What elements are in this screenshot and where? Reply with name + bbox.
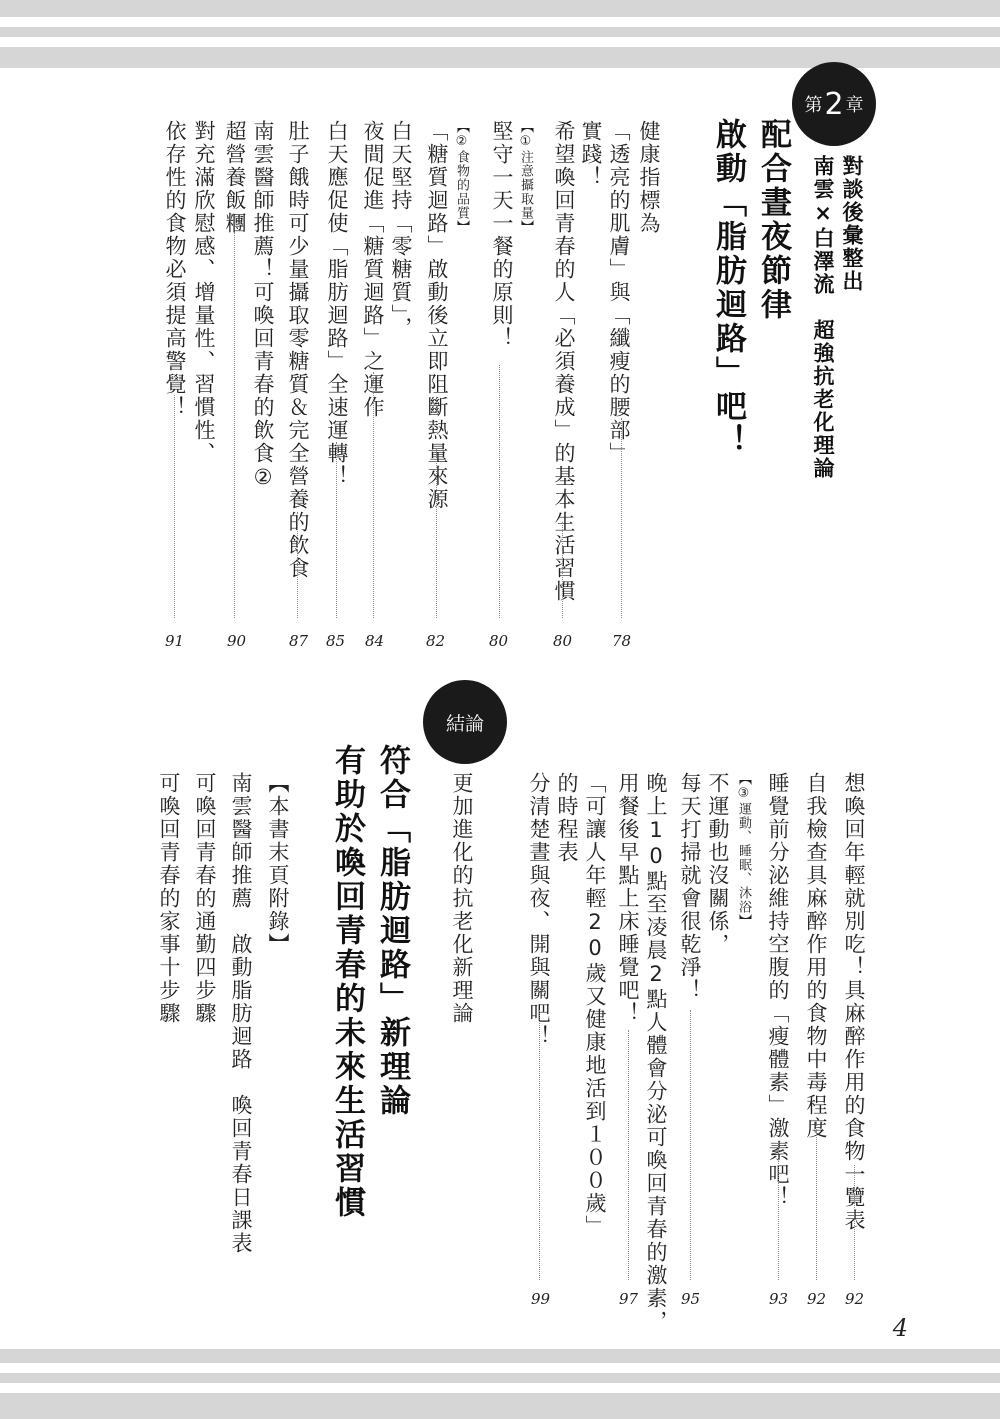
dotted-leader [816, 1122, 817, 1280]
dotted-leader [174, 395, 175, 618]
category-tag: 【①注意攝取量】 [518, 120, 533, 234]
toc-entry-line: 肚子餓時可少量攝取零糖質＆完全營養的飲食 [286, 120, 310, 580]
toc-entry-line: 「可讓人年輕20歲又健康地活到１００歲」 [583, 772, 607, 1238]
dotted-leader [436, 448, 437, 618]
toc-entry-line: 堅守一天一餐的原則！ [490, 120, 514, 350]
toc-entry-line: 夜間促進「糖質迴路」之運作 [361, 120, 385, 419]
dotted-leader [234, 232, 235, 618]
chapter-badge [792, 62, 876, 146]
toc-entry-line: 的時程表 [555, 772, 579, 864]
page-number: 92 [807, 1290, 827, 1308]
page-number: 84 [365, 632, 385, 650]
page-number: 90 [227, 632, 247, 650]
toc-entry-line: 睡覺前分泌維持空腹的「瘦體素」激素吧！ [766, 772, 790, 1209]
chapter-badge-prefix: 第 [804, 95, 823, 116]
page-folio: 4 [892, 1314, 908, 1342]
chapter-title-line: 配合晝夜節律 [755, 118, 791, 322]
page-number: 97 [619, 1290, 639, 1308]
toc-entry-line: 「透亮的肌膚」與「纖瘦的腰部」 [607, 120, 631, 465]
toc-entry-line: 依存性的食物必須提高警覺！ [163, 120, 187, 419]
dotted-leader [373, 372, 374, 618]
page-number: 80 [489, 632, 509, 650]
chapter-badge-number: 2 [824, 86, 844, 122]
toc-entry-line: 希望喚回青春的人「必須養成」的基本生活習慣 [552, 120, 576, 603]
dotted-leader [628, 1030, 629, 1280]
toc-entry-line: 白天應促使「脂肪迴路」全速運轉！ [325, 120, 349, 488]
bottom-band [0, 1349, 1000, 1419]
toc-entry-line: 實踐！ [579, 120, 603, 189]
dotted-leader [690, 1010, 691, 1280]
dotted-leader [336, 442, 337, 618]
toc-entry-line: 晚上10點至凌晨2點人體會分泌可喚回青春的激素， [644, 772, 668, 1333]
category-tag: 【②食物的品質】 [454, 120, 469, 234]
conclusion-heading: 更加進化的抗老化新理論 [450, 772, 474, 1025]
toc-entry-line: 自我檢查具麻醉作用的食物中毒程度 [804, 772, 828, 1140]
toc-entry-line: 每天打掃就會很乾淨！ [678, 772, 702, 1002]
toc-entry-line: 白天堅持「零糖質」， [389, 120, 413, 340]
appendix-item: 南雲醫師推薦 啟動脂肪迴路 喚回青春日課表 [229, 772, 253, 1255]
appendix-label: 【本書末頁附錄】 [266, 772, 290, 956]
page-number: 87 [289, 632, 309, 650]
category-tag: 【③運動、睡眠、沐浴】 [736, 772, 751, 928]
page-number: 91 [165, 632, 185, 650]
toc-entry-line: 「糖質迴路」啟動後立即阻斷熱量來源 [425, 120, 449, 511]
dotted-leader [854, 1165, 855, 1280]
page-number: 85 [326, 632, 346, 650]
toc-entry-line: 南雲醫師推薦！可喚回青春的飲食② [251, 120, 275, 491]
bottom-band-stripe [0, 1363, 1000, 1373]
dotted-leader [562, 522, 563, 618]
page-number: 95 [681, 1290, 701, 1308]
toc-entry-line: 對充滿欣慰感、增量性、習慣性、 [192, 120, 216, 465]
page-number: 78 [612, 632, 632, 650]
chapter-heading-line: 對談後彙整出 [840, 155, 864, 293]
conclusion-title-line: 符合「脂肪迴路」新理論 [374, 744, 410, 1118]
top-band [0, 0, 1000, 68]
chapter-badge-suffix: 章 [845, 95, 864, 116]
chapter-heading-line: 南雲×白澤流 超強抗老化理論 [811, 155, 835, 480]
top-band-stripe [0, 17, 1000, 27]
bottom-band-stripe [0, 1383, 1000, 1393]
dotted-leader [778, 1142, 779, 1280]
page-number: 92 [845, 1290, 865, 1308]
dotted-leader [621, 418, 622, 618]
dotted-leader [499, 365, 500, 618]
toc-entry-line: 想喚回年輕就別吃！具麻醉作用的食物一覽表 [842, 772, 866, 1232]
conclusion-title-line: 有助於喚回青春的未來生活習慣 [329, 744, 365, 1220]
top-band-stripe [0, 37, 1000, 47]
toc-entry-line: 分清楚晝與夜、開與關吧！ [527, 772, 551, 1048]
dotted-leader [539, 1010, 540, 1280]
dotted-leader [297, 512, 298, 618]
page-number: 80 [553, 632, 573, 650]
chapter-title-line: 啟動「脂肪迴路」吧！ [710, 118, 746, 458]
page-number: 99 [531, 1290, 551, 1308]
appendix-item: 可喚回青春的家事十步驟 [157, 772, 181, 1025]
appendix-item: 可喚回青春的通勤四步驟 [193, 772, 217, 1025]
toc-entry-line: 健康指標為 [637, 120, 661, 235]
conclusion-badge: 結論 [423, 680, 507, 764]
toc-entry-line: 超營養飯糰 [223, 120, 247, 235]
page-number: 93 [769, 1290, 789, 1308]
toc-entry-line: 用餐後早點上床睡覺吧！ [616, 772, 640, 1025]
toc-entry-line: 不運動也沒關係， [706, 772, 730, 956]
page-number: 82 [426, 632, 446, 650]
